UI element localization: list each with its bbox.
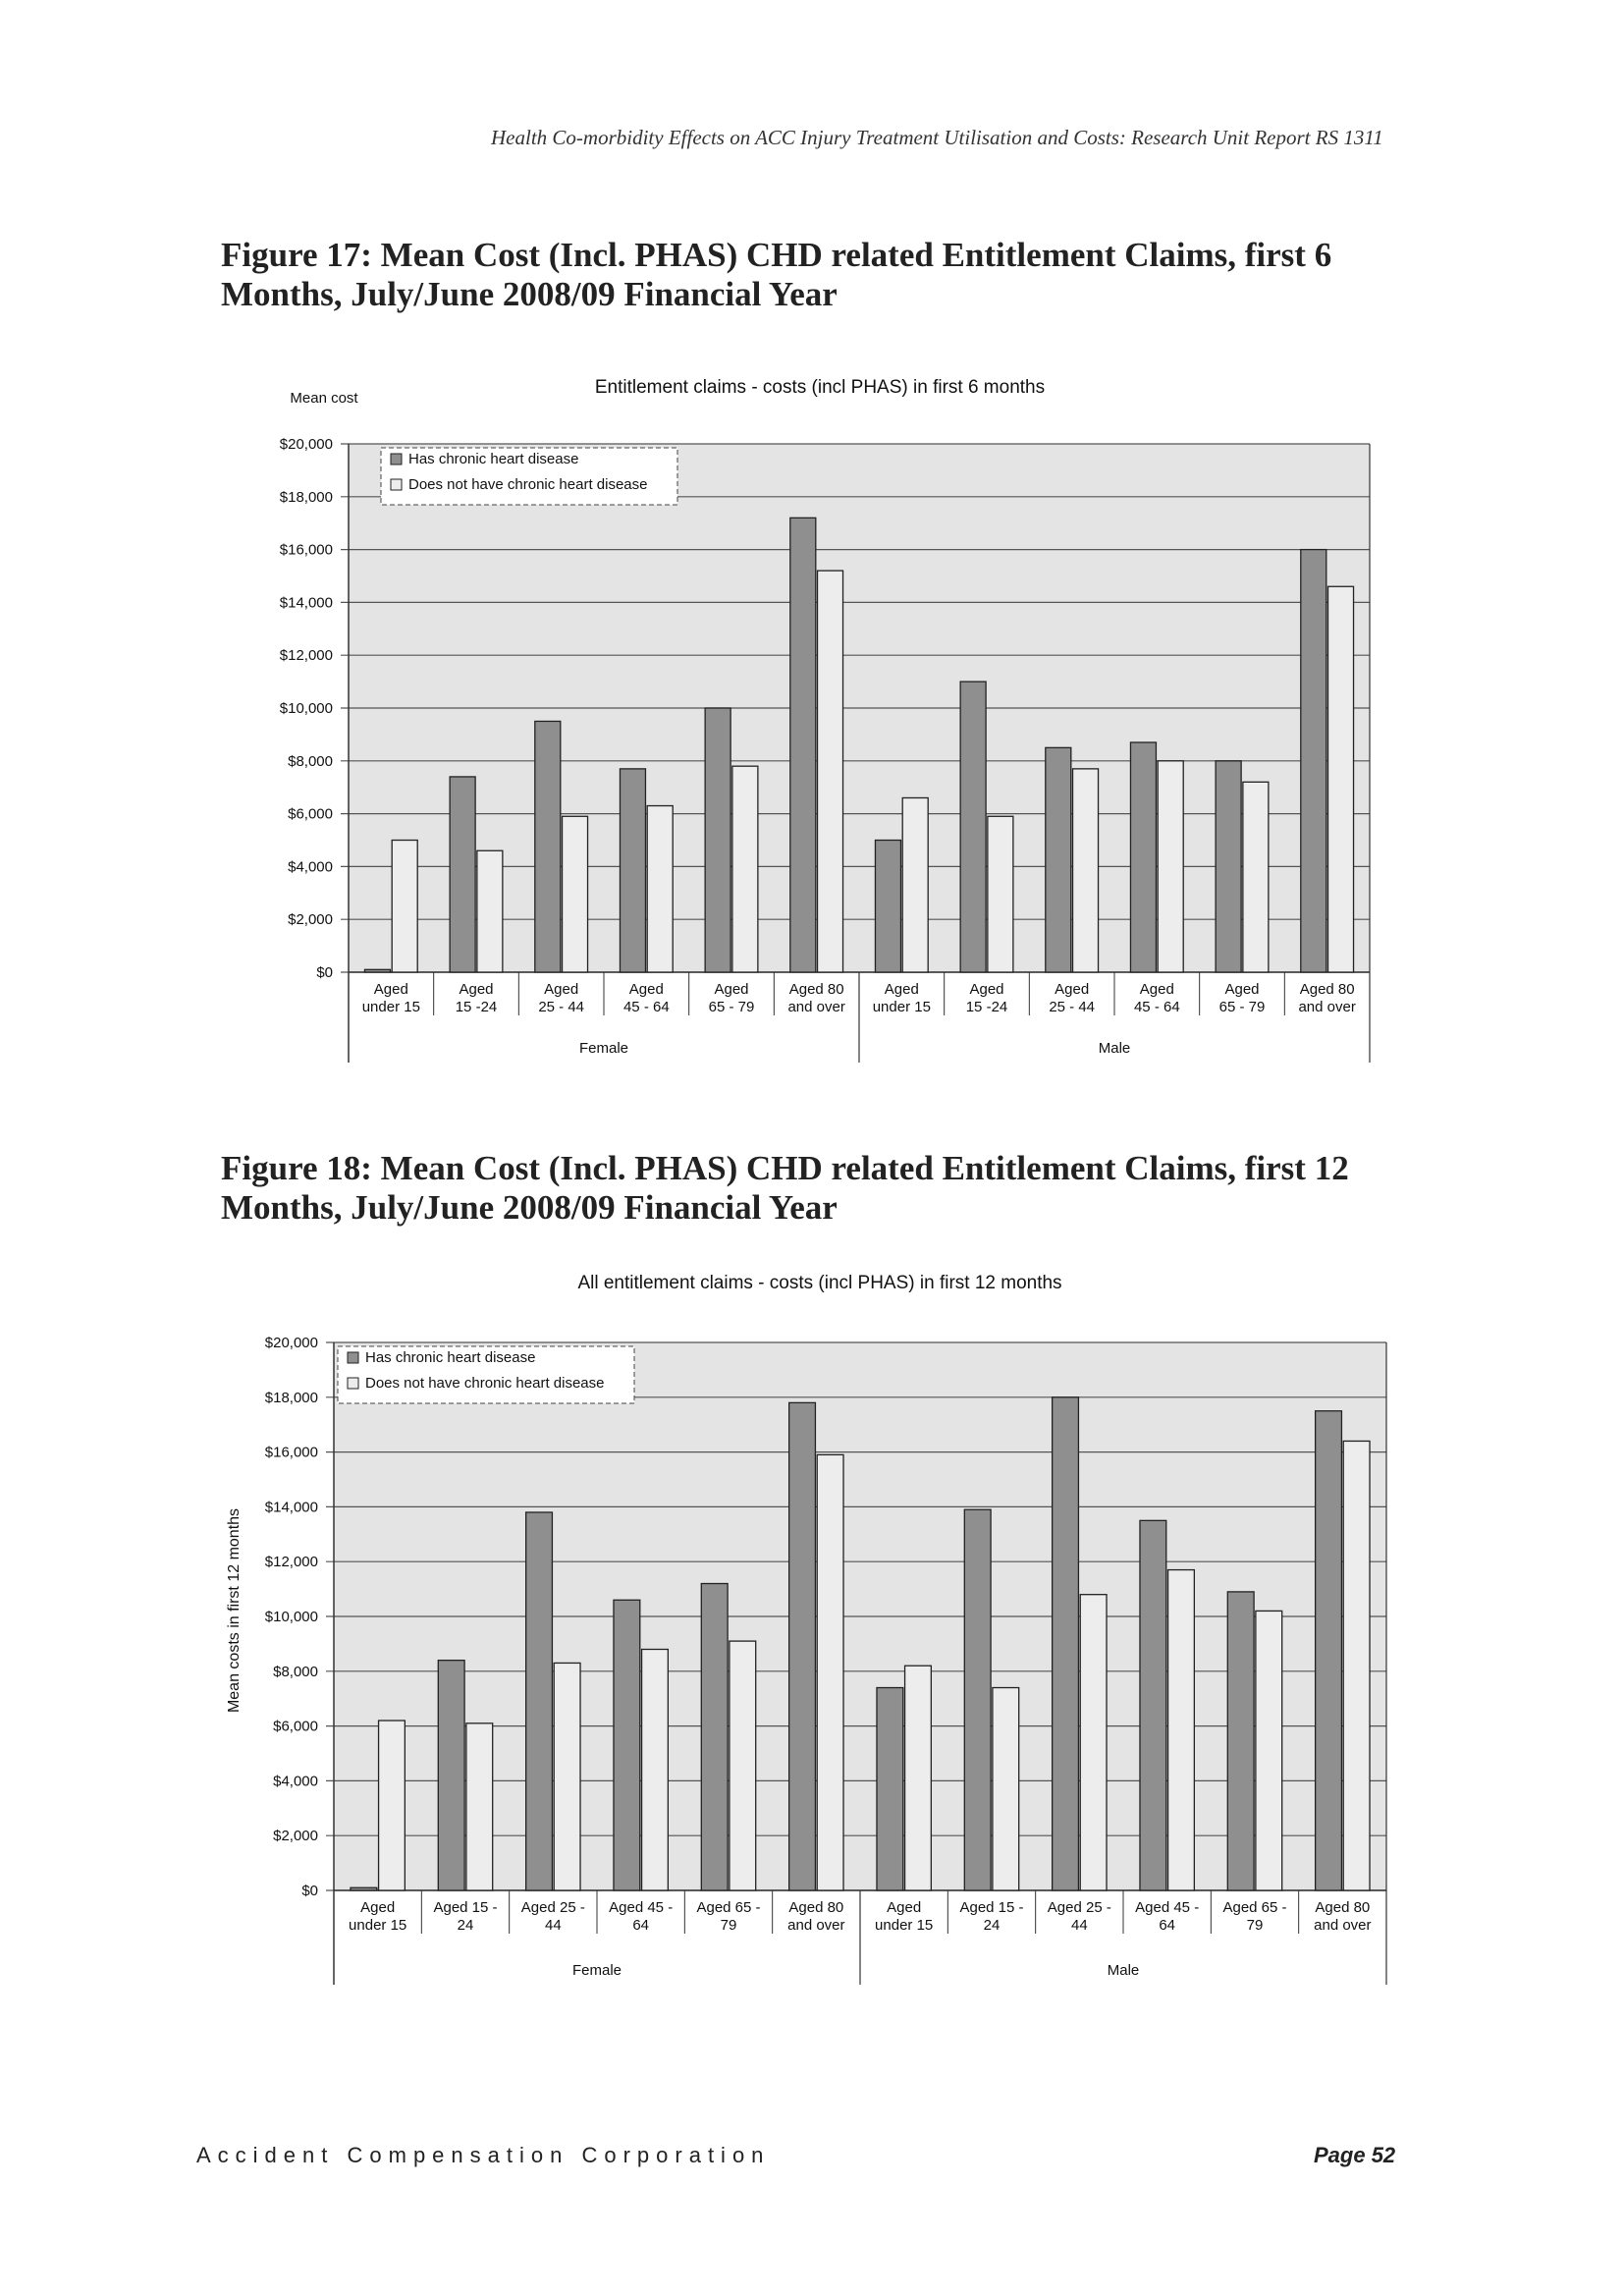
- bar-no-chd: [466, 1723, 493, 1890]
- x-tick-label: 64: [632, 1917, 650, 1934]
- x-tick-label: 44: [544, 1917, 562, 1934]
- x-tick-label: Aged: [1055, 981, 1090, 998]
- x-tick-label: 79: [720, 1917, 737, 1934]
- bar-has-chd: [364, 969, 390, 972]
- legend-swatch-no-chd: [391, 479, 402, 490]
- bar-no-chd: [392, 841, 417, 973]
- x-tick-label: Aged 65 -: [1222, 1899, 1287, 1916]
- x-tick-label: Aged 25 -: [1047, 1899, 1111, 1916]
- x-tick-label: Aged: [887, 1899, 922, 1916]
- bar-no-chd: [1073, 769, 1099, 972]
- bar-no-chd: [379, 1721, 406, 1890]
- bar-has-chd: [1140, 1520, 1166, 1890]
- bar-no-chd: [732, 766, 758, 972]
- bar-has-chd: [790, 518, 816, 972]
- x-tick-label: Aged 80: [1299, 981, 1355, 998]
- x-tick-label: and over: [1314, 1917, 1372, 1934]
- bar-has-chd: [701, 1584, 728, 1890]
- bar-has-chd: [789, 1402, 816, 1890]
- bar-no-chd: [905, 1666, 932, 1890]
- bar-no-chd: [642, 1649, 669, 1890]
- bar-has-chd: [620, 769, 645, 972]
- bar-no-chd: [730, 1641, 756, 1890]
- bar-no-chd: [1243, 782, 1269, 972]
- x-tick-label: Aged 15 -: [959, 1899, 1024, 1916]
- x-tick-label: Aged: [360, 1899, 396, 1916]
- group-label: Female: [571, 1962, 622, 1979]
- bar-has-chd: [1130, 742, 1156, 972]
- bar-has-chd: [438, 1661, 464, 1890]
- bar-has-chd: [526, 1512, 553, 1890]
- bar-no-chd: [1158, 761, 1183, 972]
- bar-has-chd: [535, 721, 561, 972]
- y-tick-label: $0: [316, 964, 333, 981]
- chart-title: All entitlement claims - costs (incl PHAS) in first 12 months: [577, 1273, 1062, 1293]
- y-tick-label: $2,000: [288, 911, 333, 929]
- bar-has-chd: [875, 841, 900, 973]
- x-tick-label: 24: [983, 1917, 1001, 1934]
- y-tick-label: $14,000: [279, 594, 333, 612]
- bar-has-chd: [1227, 1592, 1254, 1890]
- x-tick-label: 65 - 79: [1218, 999, 1266, 1015]
- legend-swatch-has-chd: [348, 1352, 358, 1363]
- bar-no-chd: [477, 850, 503, 972]
- x-tick-label: 24: [457, 1917, 474, 1934]
- x-tick-label: Aged 25 -: [520, 1899, 585, 1916]
- bar-has-chd: [1216, 761, 1241, 972]
- x-tick-label: under 15: [349, 1917, 407, 1934]
- x-tick-label: under 15: [872, 999, 931, 1015]
- x-tick-label: 25 - 44: [1049, 999, 1096, 1015]
- x-tick-label: under 15: [361, 999, 420, 1015]
- bar-has-chd: [1046, 747, 1071, 972]
- bar-no-chd: [1168, 1570, 1195, 1890]
- bar-has-chd: [964, 1509, 991, 1890]
- x-tick-label: Aged 45 -: [609, 1899, 674, 1916]
- y-tick-label: $14,000: [264, 1499, 318, 1516]
- bar-no-chd: [1256, 1611, 1282, 1890]
- bar-no-chd: [993, 1688, 1019, 1890]
- figure-17-title: Figure 17: Mean Cost (Incl. PHAS) CHD related Entitlement Claims, first 6 Months, July/June 2008/09 Financial Year: [221, 236, 1332, 313]
- y-tick-label: $12,000: [264, 1554, 318, 1571]
- x-tick-label: Aged 45 -: [1135, 1899, 1200, 1916]
- y-tick-label: $16,000: [264, 1444, 318, 1461]
- y-tick-label: $10,000: [264, 1609, 318, 1625]
- group-label: Female: [578, 1040, 629, 1057]
- x-tick-label: 45 - 64: [1133, 999, 1180, 1015]
- legend-swatch-no-chd: [348, 1378, 358, 1389]
- y-tick-label: $20,000: [279, 436, 333, 453]
- y-tick-label: $8,000: [273, 1663, 318, 1680]
- x-tick-label: and over: [1298, 999, 1356, 1015]
- bar-no-chd: [554, 1663, 580, 1890]
- figure-18-chart: [0, 1262, 1623, 2008]
- x-tick-label: 15 -24: [455, 999, 498, 1015]
- chart-svg: [0, 1262, 1623, 2008]
- x-tick-label: 45 - 64: [622, 999, 670, 1015]
- y-tick-label: $6,000: [273, 1718, 318, 1735]
- x-tick-label: Aged 15 -: [433, 1899, 498, 1916]
- legend-label: Does not have chronic heart disease: [408, 476, 648, 493]
- group-label: Male: [1107, 1962, 1140, 1979]
- bar-no-chd: [1343, 1441, 1370, 1890]
- x-tick-label: 44: [1070, 1917, 1088, 1934]
- figure-17-chart: [0, 363, 1623, 1080]
- y-tick-label: $20,000: [264, 1335, 318, 1351]
- bar-has-chd: [877, 1688, 903, 1890]
- chart-svg: [0, 363, 1623, 1080]
- x-tick-label: 15 -24: [965, 999, 1008, 1015]
- bar-has-chd: [450, 777, 475, 972]
- bar-has-chd: [1053, 1397, 1079, 1890]
- legend-label: Does not have chronic heart disease: [365, 1375, 605, 1392]
- x-tick-label: Aged: [544, 981, 579, 998]
- x-tick-label: 79: [1246, 1917, 1264, 1934]
- y-tick-label: $12,000: [279, 647, 333, 665]
- y-tick-label: $2,000: [273, 1828, 318, 1845]
- figure-18-title: Figure 18: Mean Cost (Incl. PHAS) CHD related Entitlement Claims, first 12 Months, July/June 2008/09 Financial Year: [221, 1149, 1349, 1227]
- legend-swatch-has-chd: [391, 454, 402, 465]
- x-tick-label: Aged 80: [788, 981, 844, 998]
- x-tick-label: and over: [787, 1917, 845, 1934]
- bar-no-chd: [1080, 1595, 1107, 1890]
- y-tick-label: $18,000: [264, 1389, 318, 1406]
- x-tick-label: Aged: [1139, 981, 1174, 998]
- chart-title: Entitlement claims - costs (incl PHAS) in first 6 months: [594, 377, 1046, 398]
- y-axis-label: Mean cost: [290, 390, 358, 407]
- y-tick-label: $0: [301, 1883, 318, 1899]
- x-tick-label: Aged: [628, 981, 664, 998]
- x-tick-label: Aged: [714, 981, 749, 998]
- bar-no-chd: [817, 1454, 843, 1890]
- footer-organisation: Accident Compensation Corporation: [196, 2143, 771, 2167]
- bar-no-chd: [647, 806, 673, 972]
- x-tick-label: Aged: [1224, 981, 1260, 998]
- legend-label: Has chronic heart disease: [408, 451, 579, 467]
- bar-no-chd: [818, 571, 843, 972]
- y-tick-label: $6,000: [288, 805, 333, 823]
- x-tick-label: Aged: [459, 981, 494, 998]
- bar-has-chd: [351, 1887, 377, 1890]
- bar-no-chd: [988, 816, 1013, 972]
- group-label: Male: [1098, 1040, 1131, 1057]
- running-header: Health Co-morbidity Effects on ACC Injury Treatment Utilisation and Costs: Research Unit Report RS 1311: [491, 126, 1383, 149]
- y-tick-label: $10,000: [279, 700, 333, 717]
- bar-has-chd: [614, 1600, 640, 1890]
- x-tick-label: Aged: [884, 981, 919, 998]
- x-tick-label: 64: [1159, 1917, 1176, 1934]
- bar-no-chd: [563, 816, 588, 972]
- x-tick-label: under 15: [875, 1917, 934, 1934]
- x-tick-label: 65 - 79: [708, 999, 755, 1015]
- y-tick-label: $16,000: [279, 541, 333, 559]
- y-tick-label: $4,000: [273, 1773, 318, 1790]
- y-tick-label: $4,000: [288, 858, 333, 876]
- footer-page-number: Page 52: [1314, 2143, 1396, 2167]
- y-tick-label: $18,000: [279, 488, 333, 506]
- y-axis-label: Mean costs in first 12 months: [226, 1507, 243, 1714]
- bar-has-chd: [1316, 1411, 1342, 1890]
- x-tick-label: Aged 80: [1315, 1899, 1371, 1916]
- x-tick-label: 25 - 44: [538, 999, 585, 1015]
- x-tick-label: Aged 80: [788, 1899, 844, 1916]
- bar-has-chd: [1301, 550, 1326, 972]
- bar-has-chd: [960, 682, 986, 972]
- legend-label: Has chronic heart disease: [365, 1349, 536, 1366]
- bar-no-chd: [1328, 586, 1354, 972]
- x-tick-label: Aged: [373, 981, 408, 998]
- y-tick-label: $8,000: [288, 752, 333, 770]
- bar-has-chd: [705, 708, 730, 972]
- x-tick-label: Aged: [969, 981, 1004, 998]
- x-tick-label: and over: [787, 999, 845, 1015]
- bar-no-chd: [902, 797, 928, 972]
- x-tick-label: Aged 65 -: [696, 1899, 761, 1916]
